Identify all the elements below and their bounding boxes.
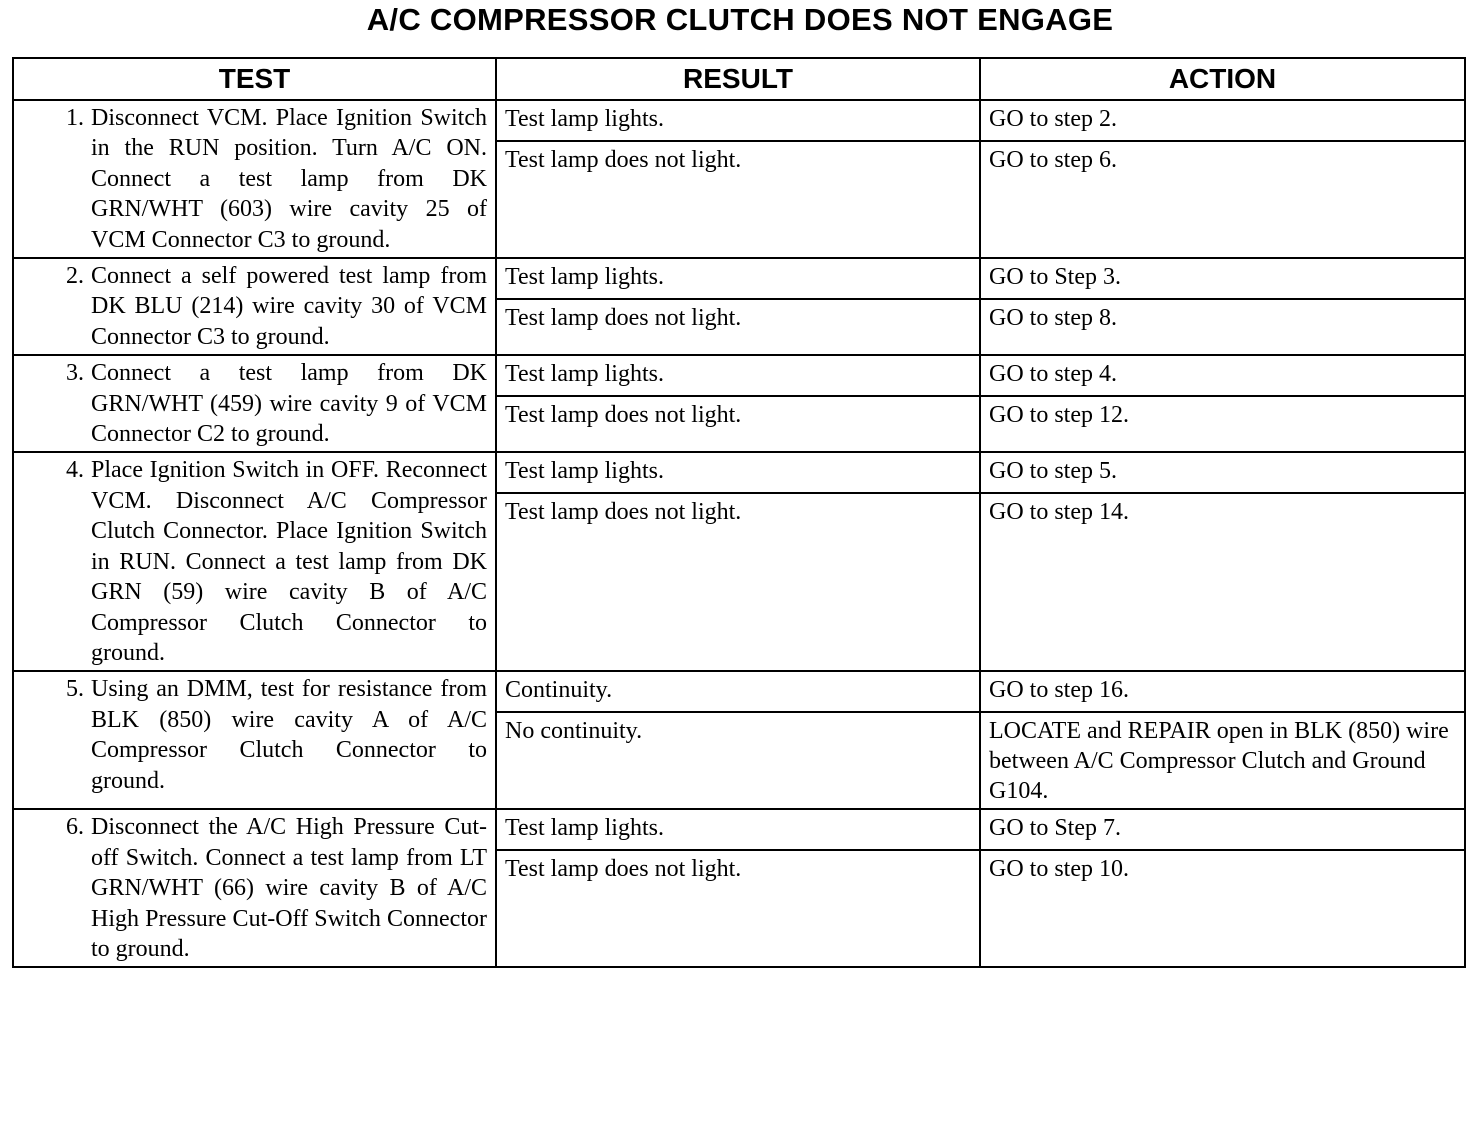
page-title: A/C COMPRESSOR CLUTCH DOES NOT ENGAGE	[366, 2, 1114, 37]
test-cell	[13, 355, 496, 452]
table-row	[13, 452, 1465, 493]
result-cell: Test lamp lights.	[496, 258, 980, 299]
action-cell: GO to step 2.	[980, 100, 1465, 141]
action-cell: GO to step 16.	[980, 671, 1465, 712]
test-cell	[13, 809, 496, 967]
step-number: 5.	[66, 676, 84, 703]
result-cell: Test lamp lights.	[496, 355, 980, 396]
column-header-result: RESULT	[496, 58, 980, 100]
result-cell: Test lamp does not light.	[496, 299, 980, 355]
test-instruction: Place Ignition Switch in OFF. Reconnect VCM. Disconnect A/C Compressor Clutch Connector. Place Ignition Switch in RUN. Connect a test lamp from DK GRN (59) wire cavity B of A/C Compressor Clutch Connector to ground.	[91, 457, 487, 666]
test-instruction: Disconnect VCM. Place Ignition Switch in the RUN position. Turn A/C ON. Connect a test lamp from DK GRN/WHT (603) wire cavity 25 of VCM Connector C3 to ground.	[91, 105, 487, 253]
action-cell: GO to Step 7.	[980, 809, 1465, 850]
result-cell: Continuity.	[496, 671, 980, 712]
action-cell: GO to step 12.	[980, 396, 1465, 452]
step-number: 1.	[66, 105, 84, 131]
test-instruction: Disconnect the A/C High Pressure Cut-off Switch. Connect a test lamp from LT GRN/WHT (66) wire cavity B of A/C High Pressure Cut-Off Switch Connector to ground.	[91, 814, 487, 962]
table-row	[13, 671, 1465, 712]
action-cell: LOCATE and REPAIR open in BLK (850) wire between A/C Compressor Clutch and Ground G104.	[980, 712, 1465, 809]
table-row	[13, 355, 1465, 396]
column-header-action: ACTION	[980, 58, 1465, 100]
table-header-row	[13, 58, 1465, 100]
result-cell: Test lamp lights.	[496, 452, 980, 493]
test-instruction: Using an DMM, test for resistance from BLK (850) wire cavity A of A/C Compressor Clutch Connector to ground.	[91, 676, 487, 794]
result-cell: Test lamp does not light.	[496, 396, 980, 452]
action-cell: GO to step 6.	[980, 141, 1465, 258]
table-row	[13, 809, 1465, 850]
step-number: 6.	[66, 814, 84, 841]
action-cell: GO to step 14.	[980, 493, 1465, 671]
table-row	[13, 100, 1465, 141]
step-number: 3.	[66, 360, 84, 387]
result-cell: Test lamp does not light.	[496, 141, 980, 258]
result-cell: No continuity.	[496, 712, 980, 809]
test-cell	[13, 100, 496, 258]
result-cell: Test lamp lights.	[496, 809, 980, 850]
test-cell	[13, 671, 496, 809]
column-header-test: TEST	[13, 58, 496, 100]
test-instruction: Connect a self powered test lamp from DK BLU (214) wire cavity 30 of VCM Connector C3 to ground.	[91, 263, 487, 350]
action-cell: GO to step 4.	[980, 355, 1465, 396]
result-cell: Test lamp does not light.	[496, 850, 980, 967]
step-number: 2.	[66, 263, 84, 290]
action-cell: GO to step 10.	[980, 850, 1465, 967]
result-cell: Test lamp does not light.	[496, 493, 980, 671]
action-cell: GO to step 8.	[980, 299, 1465, 355]
action-cell: GO to Step 3.	[980, 258, 1465, 299]
test-instruction: Connect a test lamp from DK GRN/WHT (459) wire cavity 9 of VCM Connector C2 to ground.	[91, 360, 487, 448]
diagnostic-table	[12, 57, 1466, 968]
table-row	[13, 258, 1465, 299]
action-cell: GO to step 5.	[980, 452, 1465, 493]
test-cell	[13, 452, 496, 671]
result-cell: Test lamp lights.	[496, 100, 980, 141]
step-number: 4.	[66, 457, 84, 484]
test-cell	[13, 258, 496, 355]
